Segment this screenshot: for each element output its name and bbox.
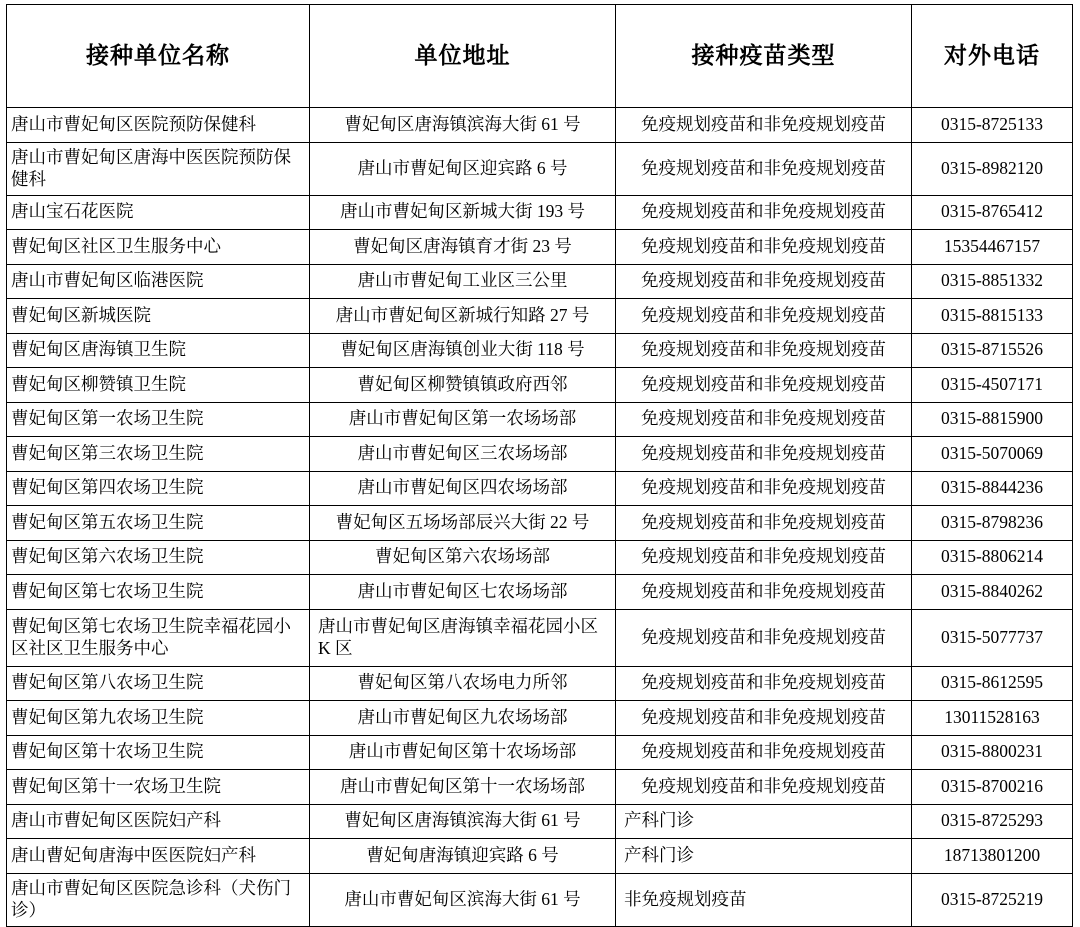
cell-address: 曹妃甸区五场场部辰兴大街 22 号 — [310, 506, 616, 541]
cell-vaccine-type: 免疫规划疫苗和非免疫规划疫苗 — [616, 770, 912, 805]
cell-vaccine-type: 免疫规划疫苗和非免疫规划疫苗 — [616, 701, 912, 736]
cell-vaccine-type: 免疫规划疫苗和非免疫规划疫苗 — [616, 506, 912, 541]
cell-address: 唐山市曹妃甸区四农场场部 — [310, 471, 616, 506]
cell-phone: 0315-8700216 — [912, 770, 1073, 805]
cell-unit-name: 曹妃甸区新城医院 — [7, 299, 310, 334]
table-row — [7, 609, 1073, 666]
cell-unit-name: 唐山市曹妃甸区医院预防保健科 — [7, 108, 310, 143]
cell-phone: 0315-8612595 — [912, 666, 1073, 701]
table-row — [7, 839, 1073, 874]
cell-vaccine-type: 免疫规划疫苗和非免疫规划疫苗 — [616, 471, 912, 506]
cell-vaccine-type: 免疫规划疫苗和非免疫规划疫苗 — [616, 735, 912, 770]
cell-phone: 0315-8806214 — [912, 540, 1073, 575]
cell-phone: 0315-8715526 — [912, 333, 1073, 368]
cell-unit-name: 曹妃甸区第一农场卫生院 — [7, 402, 310, 437]
cell-unit-name: 曹妃甸区第十一农场卫生院 — [7, 770, 310, 805]
cell-vaccine-type: 免疫规划疫苗和非免疫规划疫苗 — [616, 540, 912, 575]
cell-unit-name: 曹妃甸区第七农场卫生院幸福花园小区社区卫生服务中心 — [7, 609, 310, 666]
cell-phone: 0315-8844236 — [912, 471, 1073, 506]
cell-address: 唐山市曹妃甸区九农场场部 — [310, 701, 616, 736]
cell-address: 唐山市曹妃甸区滨海大街 61 号 — [310, 873, 616, 926]
cell-phone: 18713801200 — [912, 839, 1073, 874]
cell-unit-name: 曹妃甸区第十农场卫生院 — [7, 735, 310, 770]
cell-address: 曹妃甸区唐海镇滨海大街 61 号 — [310, 804, 616, 839]
cell-unit-name: 唐山市曹妃甸区唐海中医医院预防保健科 — [7, 142, 310, 195]
table-row — [7, 402, 1073, 437]
cell-address: 唐山市曹妃甸区新城大街 193 号 — [310, 195, 616, 230]
cell-vaccine-type: 免疫规划疫苗和非免疫规划疫苗 — [616, 333, 912, 368]
cell-unit-name: 唐山市曹妃甸区医院急诊科（犬伤门诊） — [7, 873, 310, 926]
table-row — [7, 701, 1073, 736]
cell-address: 唐山市曹妃甸区七农场场部 — [310, 575, 616, 610]
cell-unit-name: 唐山宝石花医院 — [7, 195, 310, 230]
cell-vaccine-type: 免疫规划疫苗和非免疫规划疫苗 — [616, 264, 912, 299]
column-header-address: 单位地址 — [310, 5, 616, 108]
cell-unit-name: 唐山市曹妃甸区医院妇产科 — [7, 804, 310, 839]
cell-phone: 0315-8800231 — [912, 735, 1073, 770]
table-row — [7, 108, 1073, 143]
cell-phone: 0315-8815900 — [912, 402, 1073, 437]
table-row — [7, 264, 1073, 299]
cell-address: 唐山市曹妃甸区新城行知路 27 号 — [310, 299, 616, 334]
table-row — [7, 506, 1073, 541]
cell-phone: 0315-8725219 — [912, 873, 1073, 926]
cell-phone: 0315-8765412 — [912, 195, 1073, 230]
cell-vaccine-type: 免疫规划疫苗和非免疫规划疫苗 — [616, 195, 912, 230]
cell-address: 曹妃甸唐海镇迎宾路 6 号 — [310, 839, 616, 874]
table-row — [7, 142, 1073, 195]
cell-vaccine-type: 免疫规划疫苗和非免疫规划疫苗 — [616, 142, 912, 195]
cell-phone: 0315-4507171 — [912, 368, 1073, 403]
table-row — [7, 575, 1073, 610]
cell-phone: 0315-5070069 — [912, 437, 1073, 472]
cell-vaccine-type: 免疫规划疫苗和非免疫规划疫苗 — [616, 402, 912, 437]
cell-address: 唐山市曹妃甸区唐海镇幸福花园小区 K 区 — [310, 609, 616, 666]
table-row — [7, 368, 1073, 403]
table-row — [7, 471, 1073, 506]
cell-unit-name: 唐山市曹妃甸区临港医院 — [7, 264, 310, 299]
table-body — [7, 108, 1073, 927]
cell-phone: 0315-8725133 — [912, 108, 1073, 143]
cell-address: 曹妃甸区唐海镇滨海大街 61 号 — [310, 108, 616, 143]
cell-unit-name: 唐山曹妃甸唐海中医医院妇产科 — [7, 839, 310, 874]
table-row — [7, 735, 1073, 770]
vaccination-sites-table — [6, 4, 1073, 927]
table-row — [7, 230, 1073, 265]
table-row — [7, 666, 1073, 701]
cell-vaccine-type: 非免疫规划疫苗 — [616, 873, 912, 926]
column-header-phone: 对外电话 — [912, 5, 1073, 108]
cell-phone: 13011528163 — [912, 701, 1073, 736]
cell-address: 曹妃甸区第八农场电力所邻 — [310, 666, 616, 701]
column-header-unit-name: 接种单位名称 — [7, 5, 310, 108]
cell-vaccine-type: 免疫规划疫苗和非免疫规划疫苗 — [616, 368, 912, 403]
cell-address: 唐山市曹妃甸区第十农场场部 — [310, 735, 616, 770]
cell-unit-name: 曹妃甸区社区卫生服务中心 — [7, 230, 310, 265]
cell-vaccine-type: 产科门诊 — [616, 804, 912, 839]
cell-unit-name: 曹妃甸区第五农场卫生院 — [7, 506, 310, 541]
cell-unit-name: 曹妃甸区第四农场卫生院 — [7, 471, 310, 506]
cell-vaccine-type: 免疫规划疫苗和非免疫规划疫苗 — [616, 299, 912, 334]
table-header-row — [7, 5, 1073, 108]
cell-unit-name: 曹妃甸区第九农场卫生院 — [7, 701, 310, 736]
cell-phone: 0315-8725293 — [912, 804, 1073, 839]
cell-unit-name: 曹妃甸区唐海镇卫生院 — [7, 333, 310, 368]
table-row — [7, 299, 1073, 334]
cell-phone: 15354467157 — [912, 230, 1073, 265]
table-row — [7, 873, 1073, 926]
cell-vaccine-type: 免疫规划疫苗和非免疫规划疫苗 — [616, 666, 912, 701]
cell-address: 唐山市曹妃甸区三农场场部 — [310, 437, 616, 472]
cell-address: 曹妃甸区第六农场场部 — [310, 540, 616, 575]
table-row — [7, 333, 1073, 368]
table-row — [7, 540, 1073, 575]
cell-unit-name: 曹妃甸区第六农场卫生院 — [7, 540, 310, 575]
cell-address: 唐山市曹妃甸区迎宾路 6 号 — [310, 142, 616, 195]
cell-address: 唐山市曹妃甸区第十一农场场部 — [310, 770, 616, 805]
cell-address: 曹妃甸区唐海镇育才街 23 号 — [310, 230, 616, 265]
cell-phone: 0315-8840262 — [912, 575, 1073, 610]
column-header-vaccine-type: 接种疫苗类型 — [616, 5, 912, 108]
cell-vaccine-type: 免疫规划疫苗和非免疫规划疫苗 — [616, 437, 912, 472]
cell-address: 唐山市曹妃甸区第一农场场部 — [310, 402, 616, 437]
table-row — [7, 437, 1073, 472]
cell-vaccine-type: 产科门诊 — [616, 839, 912, 874]
table-row — [7, 770, 1073, 805]
cell-phone: 0315-8798236 — [912, 506, 1073, 541]
cell-vaccine-type: 免疫规划疫苗和非免疫规划疫苗 — [616, 575, 912, 610]
cell-phone: 0315-8851332 — [912, 264, 1073, 299]
cell-phone: 0315-8982120 — [912, 142, 1073, 195]
cell-phone: 0315-5077737 — [912, 609, 1073, 666]
table-header — [7, 5, 1073, 108]
cell-vaccine-type: 免疫规划疫苗和非免疫规划疫苗 — [616, 108, 912, 143]
cell-address: 唐山市曹妃甸工业区三公里 — [310, 264, 616, 299]
cell-unit-name: 曹妃甸区第八农场卫生院 — [7, 666, 310, 701]
cell-unit-name: 曹妃甸区第七农场卫生院 — [7, 575, 310, 610]
cell-unit-name: 曹妃甸区第三农场卫生院 — [7, 437, 310, 472]
table-row — [7, 804, 1073, 839]
cell-unit-name: 曹妃甸区柳赞镇卫生院 — [7, 368, 310, 403]
cell-vaccine-type: 免疫规划疫苗和非免疫规划疫苗 — [616, 609, 912, 666]
cell-address: 曹妃甸区唐海镇创业大街 118 号 — [310, 333, 616, 368]
cell-phone: 0315-8815133 — [912, 299, 1073, 334]
cell-address: 曹妃甸区柳赞镇镇政府西邻 — [310, 368, 616, 403]
cell-vaccine-type: 免疫规划疫苗和非免疫规划疫苗 — [616, 230, 912, 265]
table-row — [7, 195, 1073, 230]
